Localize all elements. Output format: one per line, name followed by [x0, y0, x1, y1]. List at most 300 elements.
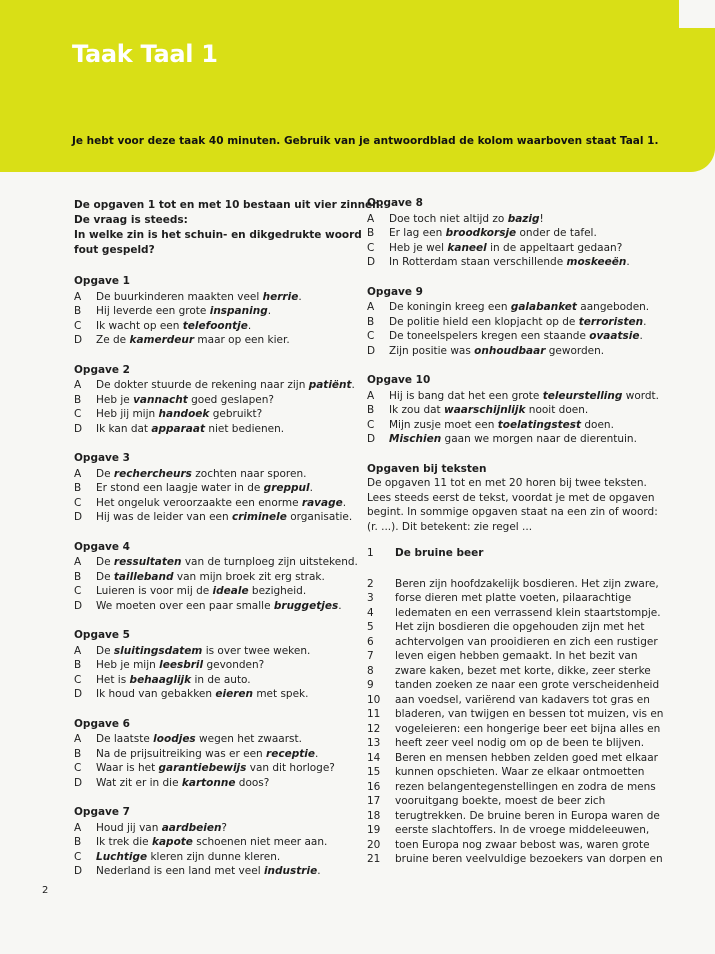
target-word: Luchtige: [96, 850, 148, 863]
sentence-pre: Doe toch niet altijd zo: [389, 212, 508, 225]
text-title-row: [367, 546, 687, 561]
answer-option: [74, 599, 359, 614]
option-sentence: [96, 333, 290, 348]
page-title: Taak Taal 1: [72, 40, 218, 68]
option-letter: C: [74, 585, 82, 597]
sentence-post: .: [351, 379, 355, 391]
option-letter: B: [367, 227, 375, 239]
sentence-post: schoenen niet meer aan.: [192, 836, 328, 848]
page-number: 2: [42, 885, 49, 896]
line-text: Beren zijn hoofdzakelijk bosdieren. Het zijn zware,: [395, 577, 659, 590]
sentence-pre: Heb je: [96, 393, 134, 406]
option-letter: D: [367, 433, 376, 445]
sentence-pre: De dokter stuurde de rekening naar zijn: [96, 379, 309, 391]
sentence-pre: Mijn zusje moet een: [389, 418, 498, 431]
option-sentence: [389, 300, 649, 315]
section-intro-line: De opgaven 11 tot en met 20 horen bij twee teksten.: [367, 477, 647, 489]
question-title: Opgave 2: [74, 363, 130, 376]
option-sentence: [96, 658, 264, 673]
line-number: 16: [367, 780, 381, 793]
target-word: ressultaten: [113, 556, 182, 568]
sentence-pre: Heb je mijn: [96, 659, 160, 671]
sentence-pre: Ik houd van gebakken: [96, 688, 216, 700]
sentence-post: wordt.: [622, 389, 659, 402]
sentence-pre: Het is: [96, 673, 130, 686]
target-word: moskeeën: [566, 256, 627, 268]
target-word: bazig: [507, 212, 540, 225]
option-sentence: [96, 761, 335, 776]
target-word: toelatingstest: [497, 418, 582, 431]
option-letter: D: [74, 688, 83, 700]
sentence-pre: Ik trek die: [96, 836, 152, 848]
answer-option: [74, 378, 359, 393]
option-letter: C: [367, 418, 375, 431]
answer-option: [367, 255, 687, 270]
answer-option: [74, 393, 359, 408]
option-sentence: [96, 570, 325, 585]
answer-option: [74, 467, 359, 482]
option-sentence: [96, 687, 308, 702]
line-number: 9: [367, 679, 374, 691]
question-title: Opgave 1: [74, 275, 130, 287]
intro-line: fout gespeld?: [74, 244, 155, 256]
question-title: Opgave 9: [367, 285, 423, 298]
text-line: [367, 809, 687, 824]
answer-option: [74, 333, 359, 348]
sentence-post: zochten naar sporen.: [191, 467, 307, 480]
text-line: [367, 722, 687, 737]
section-intro-line: begint. In sommige opgaven staat na een zin of woord:: [367, 506, 658, 518]
sentence-pre: Zijn positie was: [389, 344, 475, 357]
option-letter: C: [367, 241, 375, 254]
answer-option: [74, 658, 359, 673]
question-title: Opgave 3: [74, 452, 130, 464]
option-letter: C: [74, 408, 82, 420]
answer-option: [367, 344, 687, 359]
sentence-post: .: [309, 482, 313, 494]
option-letter: B: [367, 315, 375, 328]
option-letter: A: [74, 290, 82, 303]
option-letter: B: [74, 570, 82, 583]
sentence-pre: Het ongeluk veroorzaakte een enorme: [96, 496, 302, 509]
option-letter: D: [74, 422, 83, 435]
sentence-post: in de auto.: [191, 673, 251, 686]
intro-line: De opgaven 1 tot en met 10 bestaan uit vier zinnen.: [74, 199, 384, 211]
question-block: [74, 363, 359, 437]
option-letter: A: [74, 733, 82, 745]
line-text: eerste slachtoffers. In de vroege middeleeuwen,: [395, 824, 650, 836]
line-number: 17: [367, 795, 381, 807]
line-text: aan voedsel, variërend van kadavers tot gras en: [395, 693, 650, 706]
target-word: ravage: [301, 496, 343, 509]
answer-option: [74, 673, 359, 688]
option-sentence: [389, 212, 544, 227]
sentence-pre: Heb jij mijn: [96, 408, 159, 420]
option-sentence: [96, 510, 352, 525]
target-word: patiënt: [308, 379, 352, 391]
option-letter: B: [74, 659, 82, 671]
answer-option: [74, 850, 359, 865]
target-word: terroristen: [578, 315, 644, 328]
sentence-post: !: [539, 212, 544, 225]
sentence-post: aangeboden.: [576, 301, 650, 313]
sentence-post: .: [247, 319, 252, 332]
target-word: Mischien: [389, 433, 442, 445]
question-block: [367, 196, 687, 270]
sentence-pre: De koningin kreeg een: [389, 301, 511, 313]
target-word: kartonne: [181, 776, 236, 789]
option-sentence: [96, 393, 274, 408]
sentence-pre: De: [96, 556, 114, 568]
target-word: bruggetjes: [273, 599, 339, 612]
target-word: galabanket: [510, 301, 577, 313]
sentence-post: onder de tafel.: [516, 227, 597, 239]
text-line: [367, 620, 687, 635]
option-sentence: [96, 319, 251, 334]
option-letter: A: [74, 379, 82, 391]
sentence-pre: Nederland is een land met veel: [96, 865, 264, 877]
sentence-pre: De laatste: [96, 733, 154, 745]
line-number: 5: [367, 621, 374, 633]
line-number: 6: [367, 635, 374, 648]
target-word: sluitingsdatem: [113, 644, 203, 657]
option-letter: B: [74, 747, 82, 760]
line-text: kunnen opschieten. Waar ze elkaar ontmoetten: [395, 766, 645, 778]
line-number: 18: [367, 809, 381, 822]
sentence-post: geworden.: [545, 344, 605, 357]
line-text: forse dieren met platte voeten, pilaarachtige: [395, 592, 632, 604]
sentence-post: .: [298, 290, 302, 303]
target-word: inspaning: [209, 305, 268, 317]
answer-option: [74, 570, 359, 585]
answer-option: [74, 687, 359, 702]
answer-option: [367, 241, 687, 256]
question-block: [74, 274, 359, 348]
answer-option: [74, 496, 359, 511]
sentence-pre: De buurkinderen maakten veel: [96, 290, 263, 303]
text-line: [367, 678, 687, 693]
option-sentence: [389, 403, 588, 418]
line-text: leven eigen hebben gemaakt. In het bezit van: [395, 650, 638, 662]
option-sentence: [96, 732, 302, 747]
line-number: 19: [367, 824, 381, 836]
target-word: vannacht: [133, 393, 188, 406]
target-word: kapote: [151, 836, 193, 848]
answer-option: [74, 864, 359, 879]
option-letter: C: [74, 762, 82, 774]
option-letter: D: [367, 256, 376, 268]
sentence-pre: Luieren is voor mij de: [96, 585, 213, 597]
sentence-post: nooit doen.: [525, 404, 589, 416]
sentence-pre: Waar is het: [96, 762, 159, 774]
target-word: kamerdeur: [129, 334, 195, 346]
line-number: 12: [367, 722, 381, 735]
sentence-post: ?: [221, 821, 227, 834]
sentence-post: .: [643, 315, 647, 328]
answer-option: [74, 319, 359, 334]
line-text: rezen belangentegenstellingen en zodra de mens: [395, 780, 656, 793]
line-number: 8: [367, 664, 374, 677]
answer-option: [74, 584, 359, 599]
target-word: aardbeien: [161, 821, 222, 834]
target-word: garantiebewijs: [158, 762, 247, 774]
text-line: [367, 577, 687, 592]
option-sentence: [389, 432, 637, 447]
option-sentence: [96, 644, 310, 659]
question-block: [367, 285, 687, 359]
option-sentence: [96, 378, 355, 393]
answer-option: [367, 300, 687, 315]
line-text: bladeren, van twijgen en bessen tot muizen, vis en: [395, 708, 664, 720]
target-word: broodkorsje: [445, 227, 517, 239]
line-number: 2: [367, 577, 374, 590]
target-word: criminele: [232, 511, 287, 523]
question-title: Opgave 10: [367, 374, 431, 386]
answer-option: [74, 510, 359, 525]
sentence-pre: Hij leverde een grote: [96, 305, 210, 317]
option-letter: D: [74, 865, 83, 877]
option-sentence: [389, 315, 646, 330]
sentence-pre: We moeten over een paar smalle: [96, 599, 274, 612]
question-title: Opgave 7: [74, 806, 130, 818]
target-word: leesbril: [159, 659, 204, 671]
target-word: loodjes: [153, 733, 196, 745]
option-letter: A: [367, 301, 375, 313]
target-word: greppul: [263, 482, 310, 494]
text-line: [367, 838, 687, 853]
sentence-pre: Ik kan dat: [96, 422, 152, 435]
text-line: [367, 606, 687, 621]
line-number: 15: [367, 766, 381, 778]
sentence-post: gevonden?: [203, 659, 265, 671]
text-line: [367, 780, 687, 795]
answer-option: [74, 407, 359, 422]
line-text: Beren en mensen hebben zelden goed met elkaar: [395, 751, 658, 764]
sentence-post: niet bedienen.: [204, 422, 285, 435]
option-letter: A: [74, 556, 82, 568]
text-line: [367, 736, 687, 751]
line-number: 3: [367, 592, 374, 604]
target-word: receptie: [266, 747, 315, 760]
task-instruction: Je hebt voor deze taak 40 minuten. Gebruik van je antwoordblad de kolom waarboven staat Taal 1.: [72, 135, 659, 147]
line-text: tanden zoeken ze naar een grote verscheidenheid: [395, 679, 660, 691]
option-letter: C: [367, 330, 375, 342]
target-word: teleurstelling: [542, 389, 623, 402]
sentence-pre: De politie hield een klopjacht op de: [389, 315, 579, 328]
sentence-post: .: [639, 330, 643, 342]
target-word: kaneel: [447, 241, 487, 254]
text-line: [367, 751, 687, 766]
sentence-pre: Ik zou dat: [389, 404, 444, 416]
option-sentence: [96, 599, 342, 614]
sentence-post: doos?: [235, 776, 270, 789]
answer-option: [367, 389, 687, 404]
sentence-pre: Hij was de leider van een: [96, 511, 232, 523]
target-word: ovaatsie: [589, 330, 640, 342]
answer-option: [74, 776, 359, 791]
text-line: [367, 635, 687, 650]
sentence-pre: Er lag een: [389, 227, 446, 239]
option-letter: D: [367, 344, 376, 357]
line-text: heeft zeer veel nodig om op de been te blijven.: [395, 737, 645, 749]
line-number: 20: [367, 838, 381, 851]
target-word: herrie: [262, 290, 299, 303]
sentence-post: kleren zijn dunne kleren.: [147, 850, 281, 863]
text-line: [367, 591, 687, 606]
target-word: behaaglijk: [129, 673, 192, 686]
sentence-post: .: [267, 305, 272, 317]
answer-option: [74, 747, 359, 762]
line-number: 10: [367, 693, 381, 706]
sentence-pre: Houd jij van: [96, 821, 162, 834]
text-line: [367, 823, 687, 838]
sentence-pre: Hij is bang dat het een grote: [389, 389, 543, 402]
line-text: zware kaken, bezet met korte, dikke, zeer sterke: [395, 664, 651, 677]
option-sentence: [389, 226, 597, 241]
target-word: tailleband: [113, 570, 174, 583]
question-block: [74, 540, 359, 614]
line-text: achtervolgen van prooidieren en zich een rustiger: [395, 635, 658, 648]
sentence-post: .: [317, 865, 321, 877]
answer-option: [367, 418, 687, 433]
question-title: Opgave 6: [74, 717, 130, 730]
section-intro-line: (r. ...). Dit betekent: zie regel ...: [367, 520, 533, 533]
target-word: eieren: [215, 688, 253, 700]
sentence-post: maar op een kier.: [194, 334, 290, 346]
option-sentence: [96, 584, 306, 599]
answer-option: [74, 422, 359, 437]
sentence-post: wegen het zwaarst.: [195, 733, 302, 745]
question-block: [367, 373, 687, 447]
sentence-pre: Heb je wel: [389, 241, 448, 254]
texts-section-title: Opgaven bij teksten: [367, 462, 487, 475]
answer-option: [367, 432, 687, 447]
sentence-post: is over twee weken.: [202, 644, 311, 657]
texts-section-intro: [367, 476, 687, 534]
intro-line: In welke zin is het schuin- en dikgedrukte woord: [74, 229, 362, 241]
answer-option: [74, 304, 359, 319]
sentence-post: van mijn broek zit erg strak.: [173, 570, 325, 583]
sentence-pre: De toneelspelers kregen een staande: [389, 330, 590, 342]
question-title: Opgave 8: [367, 197, 423, 209]
option-sentence: [96, 290, 302, 305]
intro-text: [74, 198, 384, 258]
reading-text: [367, 577, 687, 867]
question-title: Opgave 5: [74, 629, 130, 641]
line-number: 11: [367, 708, 381, 720]
option-letter: D: [74, 776, 83, 789]
sentence-post: van de turnploeg zijn uitstekend.: [181, 556, 358, 568]
answer-option: [367, 403, 687, 418]
option-sentence: [96, 776, 269, 791]
target-word: industrie: [263, 865, 318, 877]
answer-option: [74, 732, 359, 747]
text-line: [367, 765, 687, 780]
line-text: toen Europa nog zwaar bebost was, waren grote: [395, 838, 650, 851]
option-letter: B: [74, 482, 82, 494]
target-word: ideale: [212, 585, 249, 597]
text-line: [367, 649, 687, 664]
sentence-pre: Na de prijsuitreiking was er een: [96, 747, 267, 760]
intro-line: De vraag is steeds:: [74, 214, 188, 226]
answer-option: [74, 761, 359, 776]
text-line: [367, 794, 687, 809]
option-sentence: [96, 673, 251, 688]
option-sentence: [96, 481, 313, 496]
sentence-post: .: [338, 599, 342, 612]
option-sentence: [389, 241, 622, 256]
sentence-pre: Ik wacht op een: [96, 319, 183, 332]
questions-left: [74, 274, 359, 879]
text-line: [367, 852, 687, 867]
option-letter: B: [74, 836, 82, 848]
option-sentence: [96, 821, 227, 836]
sentence-pre: In Rotterdam staan verschillende: [389, 256, 567, 268]
sentence-post: gebruikt?: [209, 408, 263, 420]
line-number: 21: [367, 853, 381, 865]
answer-option: [367, 329, 687, 344]
option-letter: A: [74, 821, 82, 834]
line-text: terugtrekken. De bruine beren in Europa waren de: [395, 809, 660, 822]
option-letter: A: [367, 212, 375, 225]
answer-option: [74, 644, 359, 659]
option-sentence: [96, 422, 284, 437]
text-title: De bruine beer: [395, 547, 484, 559]
option-sentence: [96, 747, 318, 762]
questions-right: [367, 196, 687, 447]
answer-option: [74, 835, 359, 850]
sentence-post: .: [626, 256, 630, 268]
header-corner: [679, 0, 715, 28]
option-letter: C: [74, 850, 82, 863]
option-letter: B: [74, 305, 82, 317]
option-sentence: [96, 864, 321, 879]
right-column: [367, 196, 687, 867]
sentence-post: bezigheid.: [248, 585, 307, 597]
option-letter: D: [74, 334, 83, 346]
answer-option: [74, 481, 359, 496]
sentence-post: organisatie.: [286, 511, 353, 523]
option-letter: B: [367, 404, 375, 416]
sentence-pre: Wat zit er in die: [96, 776, 182, 789]
option-sentence: [389, 329, 643, 344]
sentence-pre: Er stond een laagje water in de: [96, 482, 264, 494]
option-sentence: [389, 389, 659, 404]
target-word: onhoudbaar: [474, 344, 546, 357]
line-text: vogeleieren: een hongerige beer eet bijna alles en: [395, 722, 661, 735]
line-text: bruine beren veelvuldige bezoekers van dorpen en: [395, 853, 663, 865]
sentence-post: doen.: [581, 418, 614, 431]
sentence-post: .: [314, 747, 319, 760]
sentence-post: goed geslapen?: [187, 393, 274, 406]
answer-option: [367, 212, 687, 227]
option-letter: A: [367, 389, 375, 402]
option-sentence: [389, 344, 604, 359]
sentence-post: gaan we morgen naar de dierentuin.: [441, 433, 637, 445]
section-intro-line: Lees steeds eerst de tekst, voordat je met de opgaven: [367, 491, 655, 504]
answer-option: [74, 290, 359, 305]
target-word: waarschijnlijk: [444, 404, 526, 416]
target-word: rechercheurs: [113, 467, 192, 480]
option-letter: B: [74, 393, 82, 406]
option-letter: C: [74, 496, 82, 509]
line-text: ledematen en een verrassend klein staartstompje.: [395, 606, 661, 619]
sentence-post: .: [342, 496, 347, 509]
option-sentence: [389, 255, 630, 270]
option-sentence: [96, 407, 262, 422]
option-sentence: [96, 850, 280, 865]
sentence-post: in de appeltaart gedaan?: [486, 241, 623, 254]
